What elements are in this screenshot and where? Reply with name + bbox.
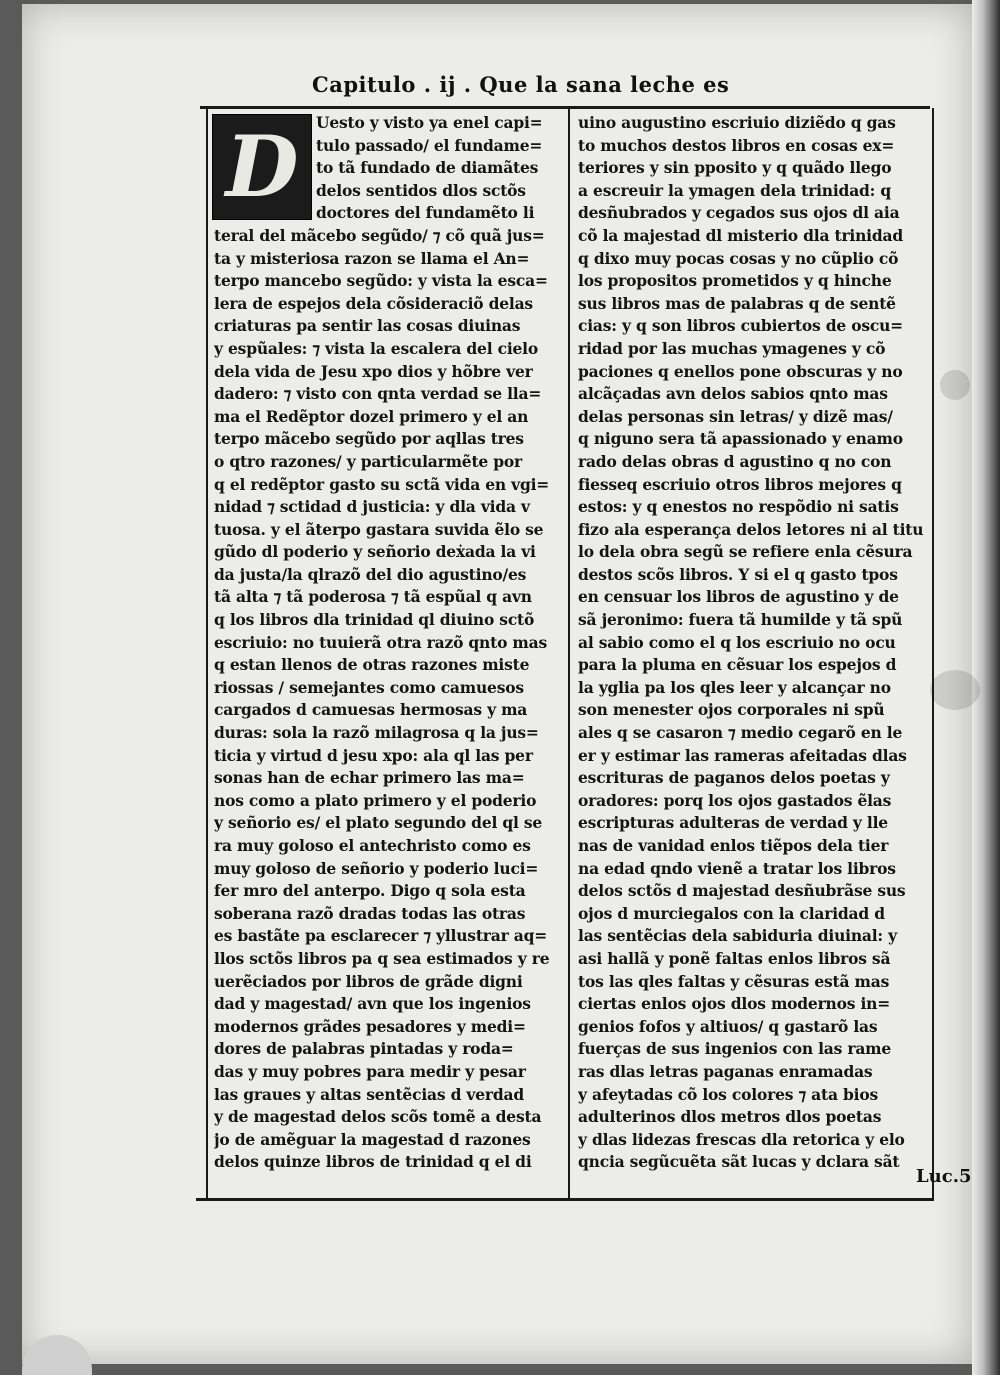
top-rule [200,106,930,109]
text-line: destos scõs libros. Y si el q gasto tpos [578,564,898,584]
right-rule [932,108,934,1200]
text-line: y espũales: ⁊ vista la escalera del cielo [214,338,539,358]
text-line: teral del mãcebo segũdo/ ⁊ cõ quã jus= [214,225,545,245]
text-line: y señorio es/ el plato segundo del ql se [214,813,543,833]
text-line: las graues y altas sentẽcias d verdad [214,1084,524,1104]
text-line: ticia y virtud d jesu xpo: ala ql las per [214,745,533,765]
text-line: tos las qles faltas y cẽsuras estã mas [578,971,890,991]
bottom-rule [196,1198,934,1201]
text-line: nos como a plato primero y el poderio [214,790,537,810]
left-text-column [214,112,560,1174]
text-line: llos sctõs libros pa q sea estimados y re [214,948,550,968]
text-line: to muchos destos libros en cosas ex= [578,135,895,155]
text-line: al sabio como el q los escriuio no ocu [578,632,896,652]
right-text-column [578,112,926,1174]
text-line: es bastãte pa esclarecer ⁊ yllustrar aq= [214,926,548,946]
text-line: da justa/la qlrazõ del dio agustino/es [214,564,527,584]
text-line: dad y magestad/ avn que los ingenios [214,994,531,1014]
text-line: delos sctõs d majestad desñubrãse sus [578,881,906,901]
text-line: jo de amẽguar la magestad d razones [214,1129,531,1149]
text-line: dadero: ⁊ visto con qnta verdad se lla= [214,384,542,404]
initial-letter: D [225,117,299,216]
text-line: sã jeronimo: fuera tã humilde y tã spũ [578,610,903,630]
text-line: escrituras de paganos delos poetas y [578,768,890,788]
text-line: estos: y q enestos no respõdio ni satis [578,497,899,517]
text-line: ridad por las muchas ymagenes y cõ [578,338,886,358]
text-line: cias: y q son libros cubiertos de oscu= [578,316,903,336]
text-line: fiesseq escriuio otros libros mejores q [578,474,902,494]
text-line: soberana razõ dradas todas las otras [214,903,526,923]
text-line: er y estimar las rameras afeitadas dlas [578,745,907,765]
ink-smudge [930,670,980,710]
text-line: en censuar los libros de agustino y de [578,587,899,607]
text-line: q niguno sera tã apassionado y enamo [578,429,903,449]
left-rule [206,108,208,1200]
text-line: alcãçadas avn delos sabios qnto mas [578,384,888,404]
text-line: escripturas adulteras de verdad y lle [578,813,888,833]
text-line: ojos d murciegalos con la claridad d [578,903,885,923]
text-line: genios fofos y altiuos/ q gastarõ las [578,1016,878,1036]
text-line: a escreuir la ymagen dela trinidad: q [578,180,892,200]
text-line: o qtro razones/ y particularmẽte por [214,451,523,471]
text-line: los propositos prometidos y q hinche [578,271,892,291]
text-line: delas personas sin letras/ y dizẽ mas/ [578,406,893,426]
text-line: Uesto y visto ya enel capi= [316,113,543,132]
text-line: lera de espejos dela cõsideraciõ delas [214,293,533,313]
ink-smudge [940,370,970,400]
text-line: adulterinos dlos metros dlos poetas [578,1107,882,1127]
text-line: sonas han de echar primero las ma= [214,768,525,788]
text-line: delos sentidos dlos sctõs [316,180,526,200]
text-line: oradores: porq los ojos gastados ẽlas [578,790,892,810]
text-line: teriores y sin pposito y q quãdo llego [578,158,892,178]
text-line: gũdo dl poderio y señorio deẋada la vi [214,542,536,562]
text-line: cõ la majestad dl misterio dla trinidad [578,225,903,245]
text-line: riossas / semejantes como camuesos [214,677,524,697]
column-divider [568,108,570,1200]
text-line: escriuio: no tuuierã otra razõ qnto mas [214,632,547,652]
text-line: las sentẽcias dela sabiduria diuinal: y [578,926,897,946]
text-line: ma el Redẽptor dozel primero y el an [214,406,529,426]
text-line: uino augustino escriuio diziẽdo q gas [578,113,896,132]
text-line: tã alta ⁊ tã poderosa ⁊ tã espũal q avn [214,587,532,607]
text-line: asi hallã y ponẽ faltas enlos libros sã [578,948,891,968]
text-line: fer mro del anterpo. Digo q sola esta [214,881,526,901]
text-line: rado delas obras d agustino q no con [578,451,892,471]
text-line: fuerças de sus ingenios con las rame [578,1039,892,1059]
text-line: ciertas enlos ojos dlos modernos in= [578,994,891,1014]
text-line: terpo mancebo segũdo: y vista la esca= [214,271,548,291]
text-line: doctores del fundamẽto li [316,203,535,223]
text-line: q estan llenos de otras razones miste [214,655,530,675]
text-line: terpo mãcebo segũdo por aqllas tres [214,429,524,449]
text-line: dela vida de Jesu xpo dios y hõbre ver [214,361,533,381]
text-line: fizo ala esperança delos letores ni al titu [578,519,924,539]
text-line: son menester ojos corporales ni spũ [578,700,885,720]
text-line: y de magestad delos scõs tomẽ a desta [214,1107,542,1127]
text-line: nas de vanidad enlos tiẽpos dela tier [578,836,889,855]
text-line: ales q se casaron ⁊ medio cegarõ en le [578,723,903,743]
text-line: cargados d camuesas hermosas y ma [214,700,528,720]
text-line: sus libros mas de palabras q de sentẽ [578,293,896,313]
text-line: na edad qndo vienẽ a tratar los libros [578,858,896,878]
text-line: dores de palabras pintadas y roda= [214,1039,514,1059]
text-line: desñubrados y cegados sus ojos dl aia [578,203,900,223]
text-line: uerẽciados por libros de grãde digni [214,971,523,991]
text-line: q dixo muy pocas cosas y no cũplio cõ [578,248,899,268]
text-line: delos quinze libros de trinidad q el di [214,1152,532,1172]
text-line: nidad ⁊ sctidad d justicia: y dla vida v [214,497,530,517]
text-line: modernos grãdes pesadores y medi= [214,1016,526,1036]
text-line: y dlas lidezas frescas dla retorica y elo [578,1129,905,1149]
text-line: la yglia pa los qles leer y alcançar no [578,677,891,697]
text-line: para la pluma en cẽsuar los espejos d [578,655,897,675]
text-line: y afeytadas cõ los colores ⁊ ata bios [578,1084,878,1104]
text-line: paciones q enellos pone obscuras y no [578,361,903,381]
text-line: das y muy pobres para medir y pesar [214,1061,526,1081]
text-line: to tã fundado de diamãtes [316,158,539,178]
text-line: ras dlas letras paganas enramadas [578,1061,873,1081]
text-line: tulo passado/ el fundame= [316,135,543,155]
text-line: ta y misteriosa razon se llama el An= [214,248,530,268]
text-line: ra muy goloso el antechristo como es [214,836,531,855]
text-line: q el redẽptor gasto su sctã vida en vgi= [214,474,550,494]
running-title: Capitulo . ij . Que la sana leche es [312,72,730,97]
text-line: qncia segũcuẽta sãt lucas y dclara sãt [578,1152,900,1172]
text-line: q los libros dla trinidad ql diuino sctõ [214,610,535,630]
text-line: muy goloso de señorio y poderio luci= [214,858,539,878]
text-line: duras: sola la razõ milagrosa q la jus= [214,723,539,743]
text-line: lo dela obra segũ se refiere enla cẽsura [578,542,913,562]
text-line: criaturas pa sentir las cosas diuinas [214,316,521,336]
margin-note: Luc.5 [916,1166,972,1187]
text-line: tuosa. y el ãterpo gastara suvida ẽlo se [214,519,544,539]
